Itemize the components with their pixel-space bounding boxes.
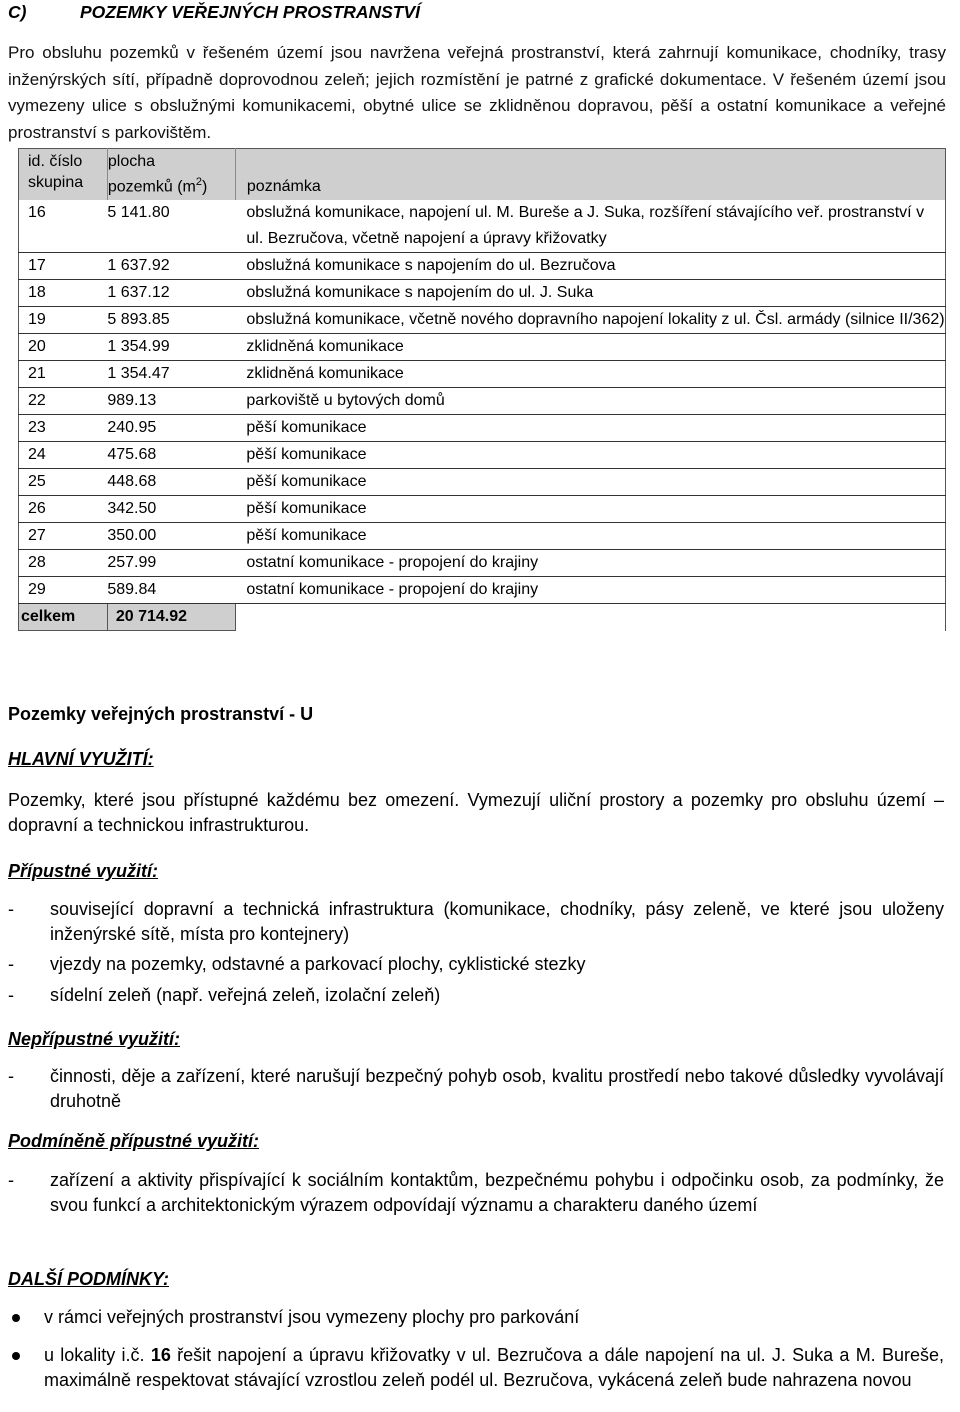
row-area: 240.95 (107, 415, 235, 442)
header-area-sup: 2 (195, 176, 203, 188)
main-use-heading: HLAVNÍ VYUŽITÍ: (8, 749, 154, 769)
row-note: ostatní komunikace - propojení do krajiny (235, 550, 945, 577)
section-heading (8, 2, 420, 23)
plots-table (18, 148, 946, 631)
dash-marker: - (8, 1170, 14, 1190)
row-note: parkoviště u bytových domů (235, 388, 945, 415)
table-row (19, 253, 946, 280)
table-row (19, 577, 946, 604)
further-heading: DALŠÍ PODMÍNKY: (8, 1269, 170, 1289)
forbidden-heading: Nepřípustné využití: (8, 1029, 181, 1049)
row-id: 25 (19, 469, 108, 496)
row-id: 16 (19, 200, 108, 253)
further-item2-bold: 16 (150, 1345, 171, 1365)
main-use-text: Pozemky, které jsou přístupné každému bez omezení. Vymezují uliční prostory a pozemky pro obsluhu území – dopravní a technickou infrastrukturou. (8, 790, 944, 835)
table-body (19, 200, 946, 604)
row-id: 27 (19, 523, 108, 550)
header-note: poznámka (235, 149, 945, 201)
table-row (19, 307, 946, 334)
row-note: pěší komunikace (235, 469, 945, 496)
table-row (19, 550, 946, 577)
row-id: 23 (19, 415, 108, 442)
header-area-line2: pozemků (m (107, 178, 196, 196)
header-id-line1: id. číslo (28, 153, 83, 170)
table-row (19, 469, 946, 496)
dash-marker: - (8, 954, 14, 974)
regulation-title: Pozemky veřejných prostranství - U (8, 704, 314, 724)
allowed-heading: Přípustné využití: (8, 861, 159, 881)
dash-marker: - (8, 985, 14, 1005)
row-note: obslužná komunikace s napojením do ul. J. Suka (235, 280, 945, 307)
row-area: 342.50 (107, 496, 235, 523)
conditional-heading: Podmíněně přípustné využití: (8, 1131, 260, 1151)
table-row (19, 523, 946, 550)
row-id: 20 (19, 334, 108, 361)
row-area: 1 354.47 (107, 361, 235, 388)
row-note: obslužná komunikace, napojení ul. M. Bureše a J. Suka, rozšíření stávajícího veř. prostranství v ul. Bezručova, včetně napojení a úpravy křižovatky (235, 200, 945, 253)
further-item-text (44, 1343, 944, 1393)
row-note: ostatní komunikace - propojení do krajiny (235, 577, 945, 604)
total-label: celkem (19, 604, 108, 631)
row-id: 29 (19, 577, 108, 604)
bullet-dot (12, 1352, 20, 1360)
row-area: 5 893.85 (107, 307, 235, 334)
table-row (19, 415, 946, 442)
row-id: 17 (19, 253, 108, 280)
row-id: 18 (19, 280, 108, 307)
row-area: 257.99 (107, 550, 235, 577)
row-note: zklidněná komunikace (235, 334, 945, 361)
dash-marker: - (8, 899, 14, 919)
row-note: pěší komunikace (235, 523, 945, 550)
section-title: POZEMKY VEŘEJNÝCH PROSTRANSTVÍ (80, 2, 421, 22)
row-note: pěší komunikace (235, 415, 945, 442)
header-id-line2: skupina (28, 174, 84, 191)
row-area: 475.68 (107, 442, 235, 469)
header-area (107, 149, 235, 201)
row-note: pěší komunikace (235, 442, 945, 469)
intro-paragraph: Pro obsluhu pozemků v řešeném území jsou navržena veřejná prostranství, která zahrnují komunikace, chodníky, trasy inženýrských sítí, případně doprovodnou zeleň; jejich rozmístění je patrné z grafické dokumentace. V řešeném území jsou vymezeny ulice s obslužnými komunikacemi, obytné ulice se zklidněnou dopravou, pěší a ostatní komunikace a veřejné prostranství s parkovištěm. (8, 43, 946, 142)
row-area: 989.13 (107, 388, 235, 415)
forbidden-item-text: činnosti, děje a zařízení, které narušují bezpečný pohyb osob, kvalitu prostředí nebo takové důsledky vyvolávají druhotně (50, 1066, 944, 1111)
row-id: 26 (19, 496, 108, 523)
total-value: 20 714.92 (107, 604, 235, 631)
row-area: 1 354.99 (107, 334, 235, 361)
table-row (19, 334, 946, 361)
row-note: obslužná komunikace s napojením do ul. Bezručova (235, 253, 945, 280)
further-item-text: v rámci veřejných prostranství jsou vymezeny plochy pro parkování (44, 1307, 580, 1327)
row-note: pěší komunikace (235, 496, 945, 523)
table-row (19, 442, 946, 469)
table-row (19, 280, 946, 307)
table-row (19, 200, 946, 253)
allowed-item-text: sídelní zeleň (např. veřejná zeleň, izolační zeleň) (50, 985, 441, 1005)
row-area: 1 637.92 (107, 253, 235, 280)
further-item2-post: řešit napojení a úpravu křižovatky v ul. Bezručova a dále napojení na ul. J. Suka a M. Bureše, maximálně respektovat stávající vzrostlou zeleň podél ul. Bezručova, vykácená zeleň bude nahrazena novou (44, 1345, 944, 1390)
table-row (19, 361, 946, 388)
section-number: C) (8, 2, 27, 22)
row-area: 1 637.12 (107, 280, 235, 307)
header-id (19, 149, 108, 201)
dash-marker: - (8, 1066, 14, 1086)
row-id: 21 (19, 361, 108, 388)
table-row (19, 388, 946, 415)
header-area-close: ) (202, 178, 208, 196)
row-id: 24 (19, 442, 108, 469)
row-id: 22 (19, 388, 108, 415)
row-note: zklidněná komunikace (235, 361, 945, 388)
allowed-item-text: vjezdy na pozemky, odstavné a parkovací plochy, cyklistické stezky (50, 954, 586, 974)
row-id: 19 (19, 307, 108, 334)
row-area: 350.00 (107, 523, 235, 550)
row-area: 448.68 (107, 469, 235, 496)
table-row (19, 496, 946, 523)
bullet-dot (12, 1314, 20, 1322)
conditional-item-text: zařízení a aktivity přispívající k sociálním kontaktům, bezpečnému pohybu i odpočinku osob, za podmínky, že svou funkcí a architektonickým výrazem odpovídají významu a charakteru daného území (50, 1170, 944, 1215)
header-area-line1: plocha (107, 153, 156, 170)
allowed-item-text: související dopravní a technická infrastruktura (komunikace, chodníky, pásy zeleně, ve které jsou uloženy inženýrské sítě, místa pro kontejnery) (50, 899, 944, 944)
row-area: 589.84 (107, 577, 235, 604)
row-area: 5 141.80 (107, 200, 235, 253)
table-header (19, 149, 946, 201)
table-total-row (19, 604, 946, 631)
further-item2-pre: u lokality i.č. (44, 1345, 151, 1365)
row-note: obslužná komunikace, včetně nového dopravního napojení lokality z ul. Čsl. armády (silnice II/362) (235, 307, 945, 334)
total-empty (235, 604, 945, 631)
row-id: 28 (19, 550, 108, 577)
